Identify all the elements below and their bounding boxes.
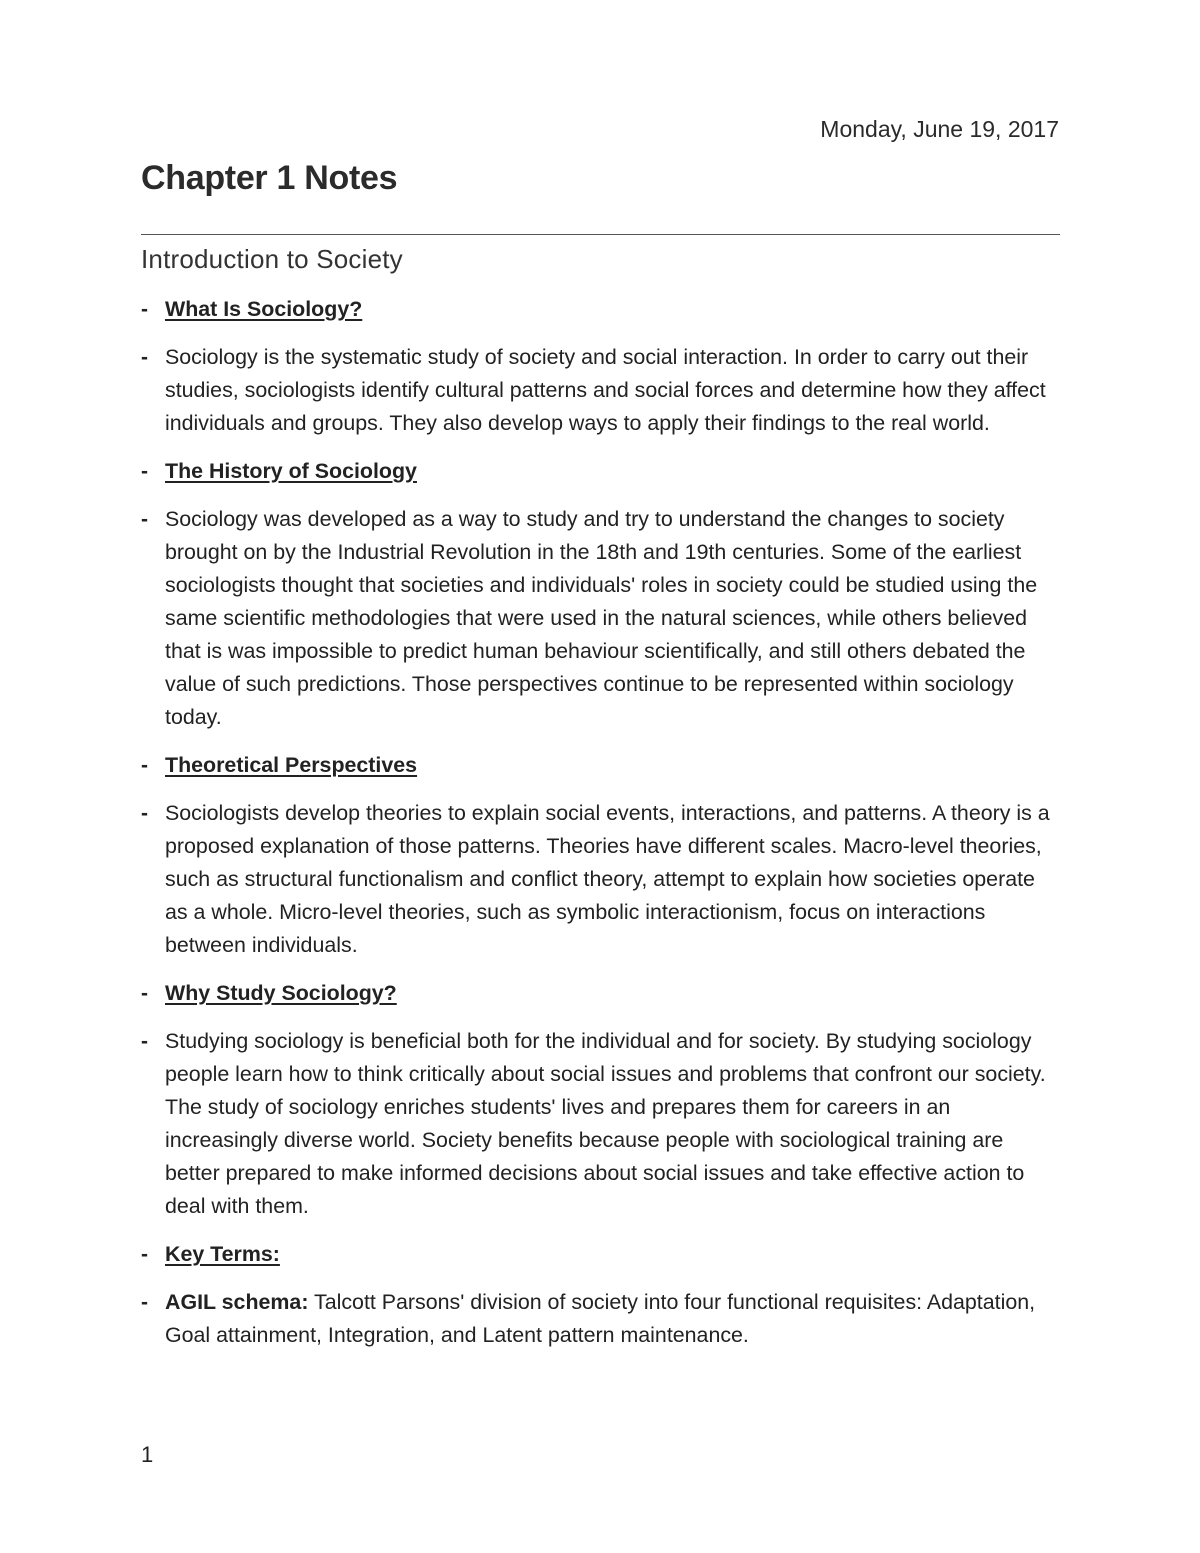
bullet-dash: - bbox=[141, 1243, 148, 1266]
bullet-item bbox=[141, 977, 1061, 1010]
bullet-item bbox=[141, 749, 1061, 782]
bullet-item bbox=[141, 503, 1061, 734]
bullet-item bbox=[141, 455, 1061, 488]
bullet-dash: - bbox=[141, 298, 148, 321]
bullet-dash: - bbox=[141, 460, 148, 483]
bullet-dash: - bbox=[141, 754, 148, 777]
paragraph-text: Studying sociology is beneficial both for the individual and for society. By studying sociology people learn how to think critically about social issues and problems that confront our society. The study of sociology enriches students' lives and prepares them for careers in an increasingly diverse world. Society benefits because people with sociological training are better prepared to make informed decisions about social issues and take effective action to deal with them. bbox=[165, 1029, 1046, 1218]
date-line: Monday, June 19, 2017 bbox=[820, 116, 1059, 142]
section-subtitle: Introduction to Society bbox=[141, 244, 403, 274]
title-divider bbox=[141, 234, 1060, 235]
bullet-dash: - bbox=[141, 346, 148, 369]
bullet-list bbox=[141, 293, 1061, 1367]
section-heading: Theoretical Perspectives bbox=[165, 753, 418, 777]
section-heading: Why Study Sociology? bbox=[165, 981, 397, 1005]
term-definition: Talcott Parsons' division of society into four functional requisites: Adaptation, Goal attainment, Integration, and Latent pattern maintenance. bbox=[165, 1290, 1036, 1347]
paragraph-text: Sociologists develop theories to explain social events, interactions, and patterns. A theory is a proposed explanation of those patterns. Theories have different scales. Macro-level theories, such as structural functionalism and conflict theory, attempt to explain how societies operate as a whole. Micro-level theories, such as symbolic interactionism, focus on interactions between individuals. bbox=[165, 801, 1050, 957]
paragraph-text: Sociology is the systematic study of society and social interaction. In order to carry out their studies, sociologists identify cultural patterns and social forces and determine how they affect individuals and groups. They also develop ways to apply their findings to the real world. bbox=[165, 345, 1046, 435]
bullet-dash: - bbox=[141, 1030, 148, 1053]
bullet-dash: - bbox=[141, 802, 148, 825]
paragraph-text: Sociology was developed as a way to study and try to understand the changes to society brought on by the Industrial Revolution in the 18th and 19th centuries. Some of the earliest sociologists thought that societies and individuals' roles in society could be studied using the same scientific methodologies that were used in the natural sciences, while others believed that is was impossible to predict human behaviour scientifically, and still others debated the value of such predictions. Those perspectives continue to be represented within sociology today. bbox=[165, 507, 1038, 729]
bullet-item bbox=[141, 1286, 1061, 1352]
section-heading: What Is Sociology? bbox=[165, 297, 363, 321]
section-heading: The History of Sociology bbox=[165, 459, 417, 483]
key-term: AGIL schema: bbox=[165, 1290, 309, 1314]
bullet-dash: - bbox=[141, 982, 148, 1005]
bullet-item bbox=[141, 1238, 1061, 1271]
page-title: Chapter 1 Notes bbox=[141, 159, 398, 197]
bullet-item bbox=[141, 1025, 1061, 1223]
bullet-item bbox=[141, 341, 1061, 440]
section-heading: Key Terms: bbox=[165, 1242, 280, 1266]
bullet-item bbox=[141, 797, 1061, 962]
bullet-dash: - bbox=[141, 1291, 148, 1314]
bullet-item bbox=[141, 293, 1061, 326]
bullet-dash: - bbox=[141, 508, 148, 531]
page-number: 1 bbox=[141, 1442, 154, 1467]
